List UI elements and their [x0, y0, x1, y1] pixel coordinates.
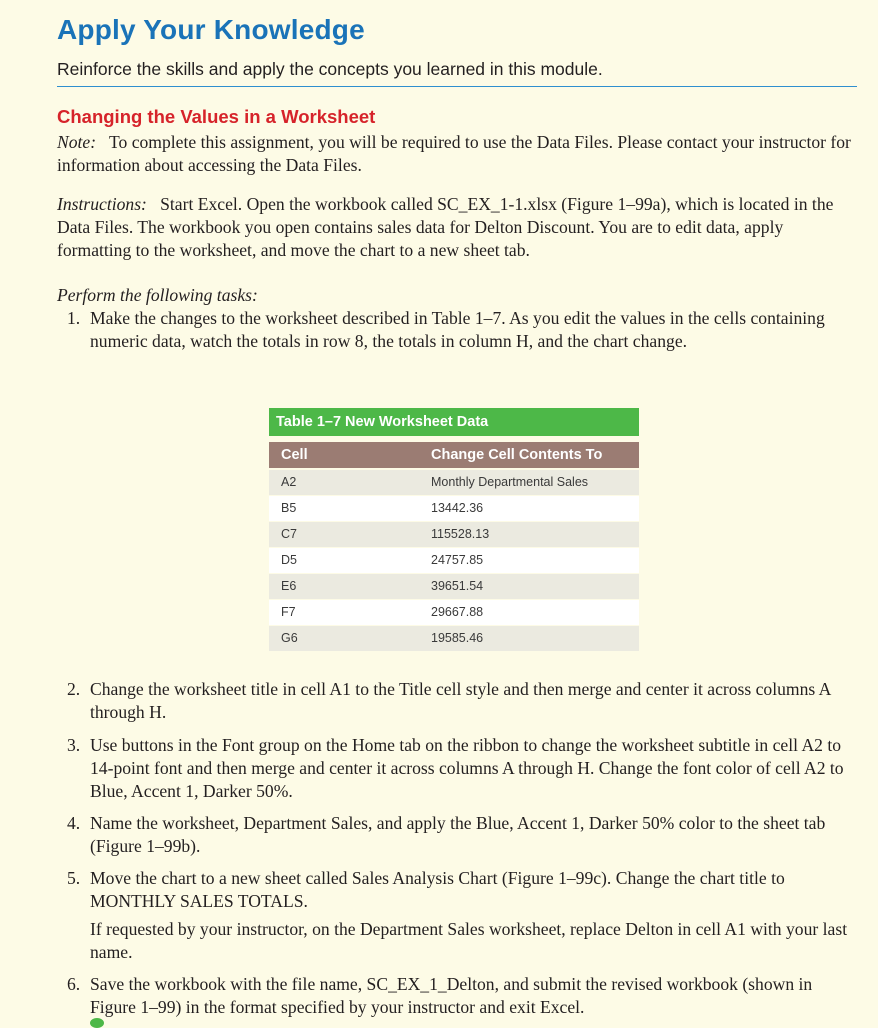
- tasks-label: Perform the following tasks:: [57, 285, 258, 305]
- section-title: Changing the Values in a Worksheet: [57, 106, 376, 127]
- task-text: Make the changes to the worksheet described in Table 1–7. As you edit the values in the cells containing numeric data, watch the totals in row 8, the totals in column H, and the chart change.: [90, 308, 825, 351]
- table-row: [269, 496, 639, 522]
- table-title: Table 1–7 New Worksheet Data: [269, 408, 639, 436]
- table-cell-value: 29667.88: [431, 605, 484, 619]
- table-cell-value: 39651.54: [431, 579, 484, 593]
- task-number: 4.: [67, 813, 81, 833]
- table-header-cell: Cell: [281, 447, 308, 463]
- note-label: Note:: [57, 132, 97, 152]
- table-cell-value: 13442.36: [431, 501, 484, 515]
- task-text: Name the worksheet, Department Sales, and apply the Blue, Accent 1, Darker 50% color to the sheet tab (Figure 1–99b).: [90, 813, 826, 856]
- note-text: To complete this assignment, you will be required to use the Data Files. Please contact your instructor for information about accessing the Data Files.: [57, 132, 851, 175]
- table-cell-value: 19585.46: [431, 631, 484, 645]
- task-number: 1.: [67, 308, 81, 328]
- table-row: [269, 548, 639, 574]
- table-row: [269, 522, 639, 548]
- table-row: [269, 470, 639, 496]
- task-number: 5.: [67, 868, 81, 888]
- task-number: 6.: [67, 974, 81, 994]
- table-row: [269, 600, 639, 626]
- table-cell-ref: B5: [281, 501, 297, 515]
- table-row: [269, 626, 639, 652]
- table-cell-value: 115528.13: [431, 527, 490, 541]
- bullet-marker-icon: [90, 1018, 104, 1028]
- page-title: Apply Your Knowledge: [57, 14, 365, 45]
- table-header-row: [269, 442, 639, 470]
- task-number: 3.: [67, 735, 81, 755]
- instructions-paragraph: [57, 193, 857, 262]
- table-cell-ref: F7: [281, 605, 296, 619]
- instructor-note: If requested by your instructor, on the Department Sales worksheet, replace Delton in cell A1 with your last name.: [90, 919, 848, 962]
- note-paragraph: [57, 131, 857, 177]
- table-header-change: Change Cell Contents To: [431, 447, 603, 463]
- task-number: 2.: [67, 679, 81, 699]
- table-cell-ref: E6: [281, 579, 297, 593]
- task-text: Save the workbook with the file name, SC_EX_1_Delton, and submit the revised workbook (shown in Figure 1–99) in the format specified by your instructor and exit Excel.: [90, 974, 813, 1017]
- table-cell-value: Monthly Departmental Sales: [431, 475, 589, 489]
- table-cell-ref: A2: [281, 475, 297, 489]
- task-text: Use buttons in the Font group on the Home tab on the ribbon to change the worksheet subtitle in cell A2 to 14-point font and then merge and center it across columns A through H. Change the font color of cell A2 to Blue, Accent 1, Darker 50%.: [90, 735, 844, 801]
- instructions-label: Instructions:: [57, 194, 147, 214]
- table-row: [269, 574, 639, 600]
- header-divider: [57, 86, 857, 87]
- instructions-text: Start Excel. Open the workbook called SC_EX_1-1.xlsx (Figure 1–99a), which is located in the Data Files. The workbook you open contains sales data for Delton Discount. You are to edit data, apply formatting to the worksheet, and move the chart to a new sheet tab.: [57, 194, 834, 260]
- worksheet-data-table: [269, 408, 639, 652]
- task-text: Change the worksheet title in cell A1 to the Title cell style and then merge and center it across columns A through H.: [90, 679, 831, 722]
- table-cell-value: 24757.85: [431, 553, 484, 567]
- page-subtitle: Reinforce the skills and apply the concepts you learned in this module.: [57, 59, 603, 79]
- table-cell-ref: D5: [281, 553, 297, 567]
- table-cell-ref: C7: [281, 527, 297, 541]
- task-text: Move the chart to a new sheet called Sales Analysis Chart (Figure 1–99c). Change the chart title to MONTHLY SALES TOTALS.: [90, 868, 785, 911]
- table-cell-ref: G6: [281, 631, 298, 645]
